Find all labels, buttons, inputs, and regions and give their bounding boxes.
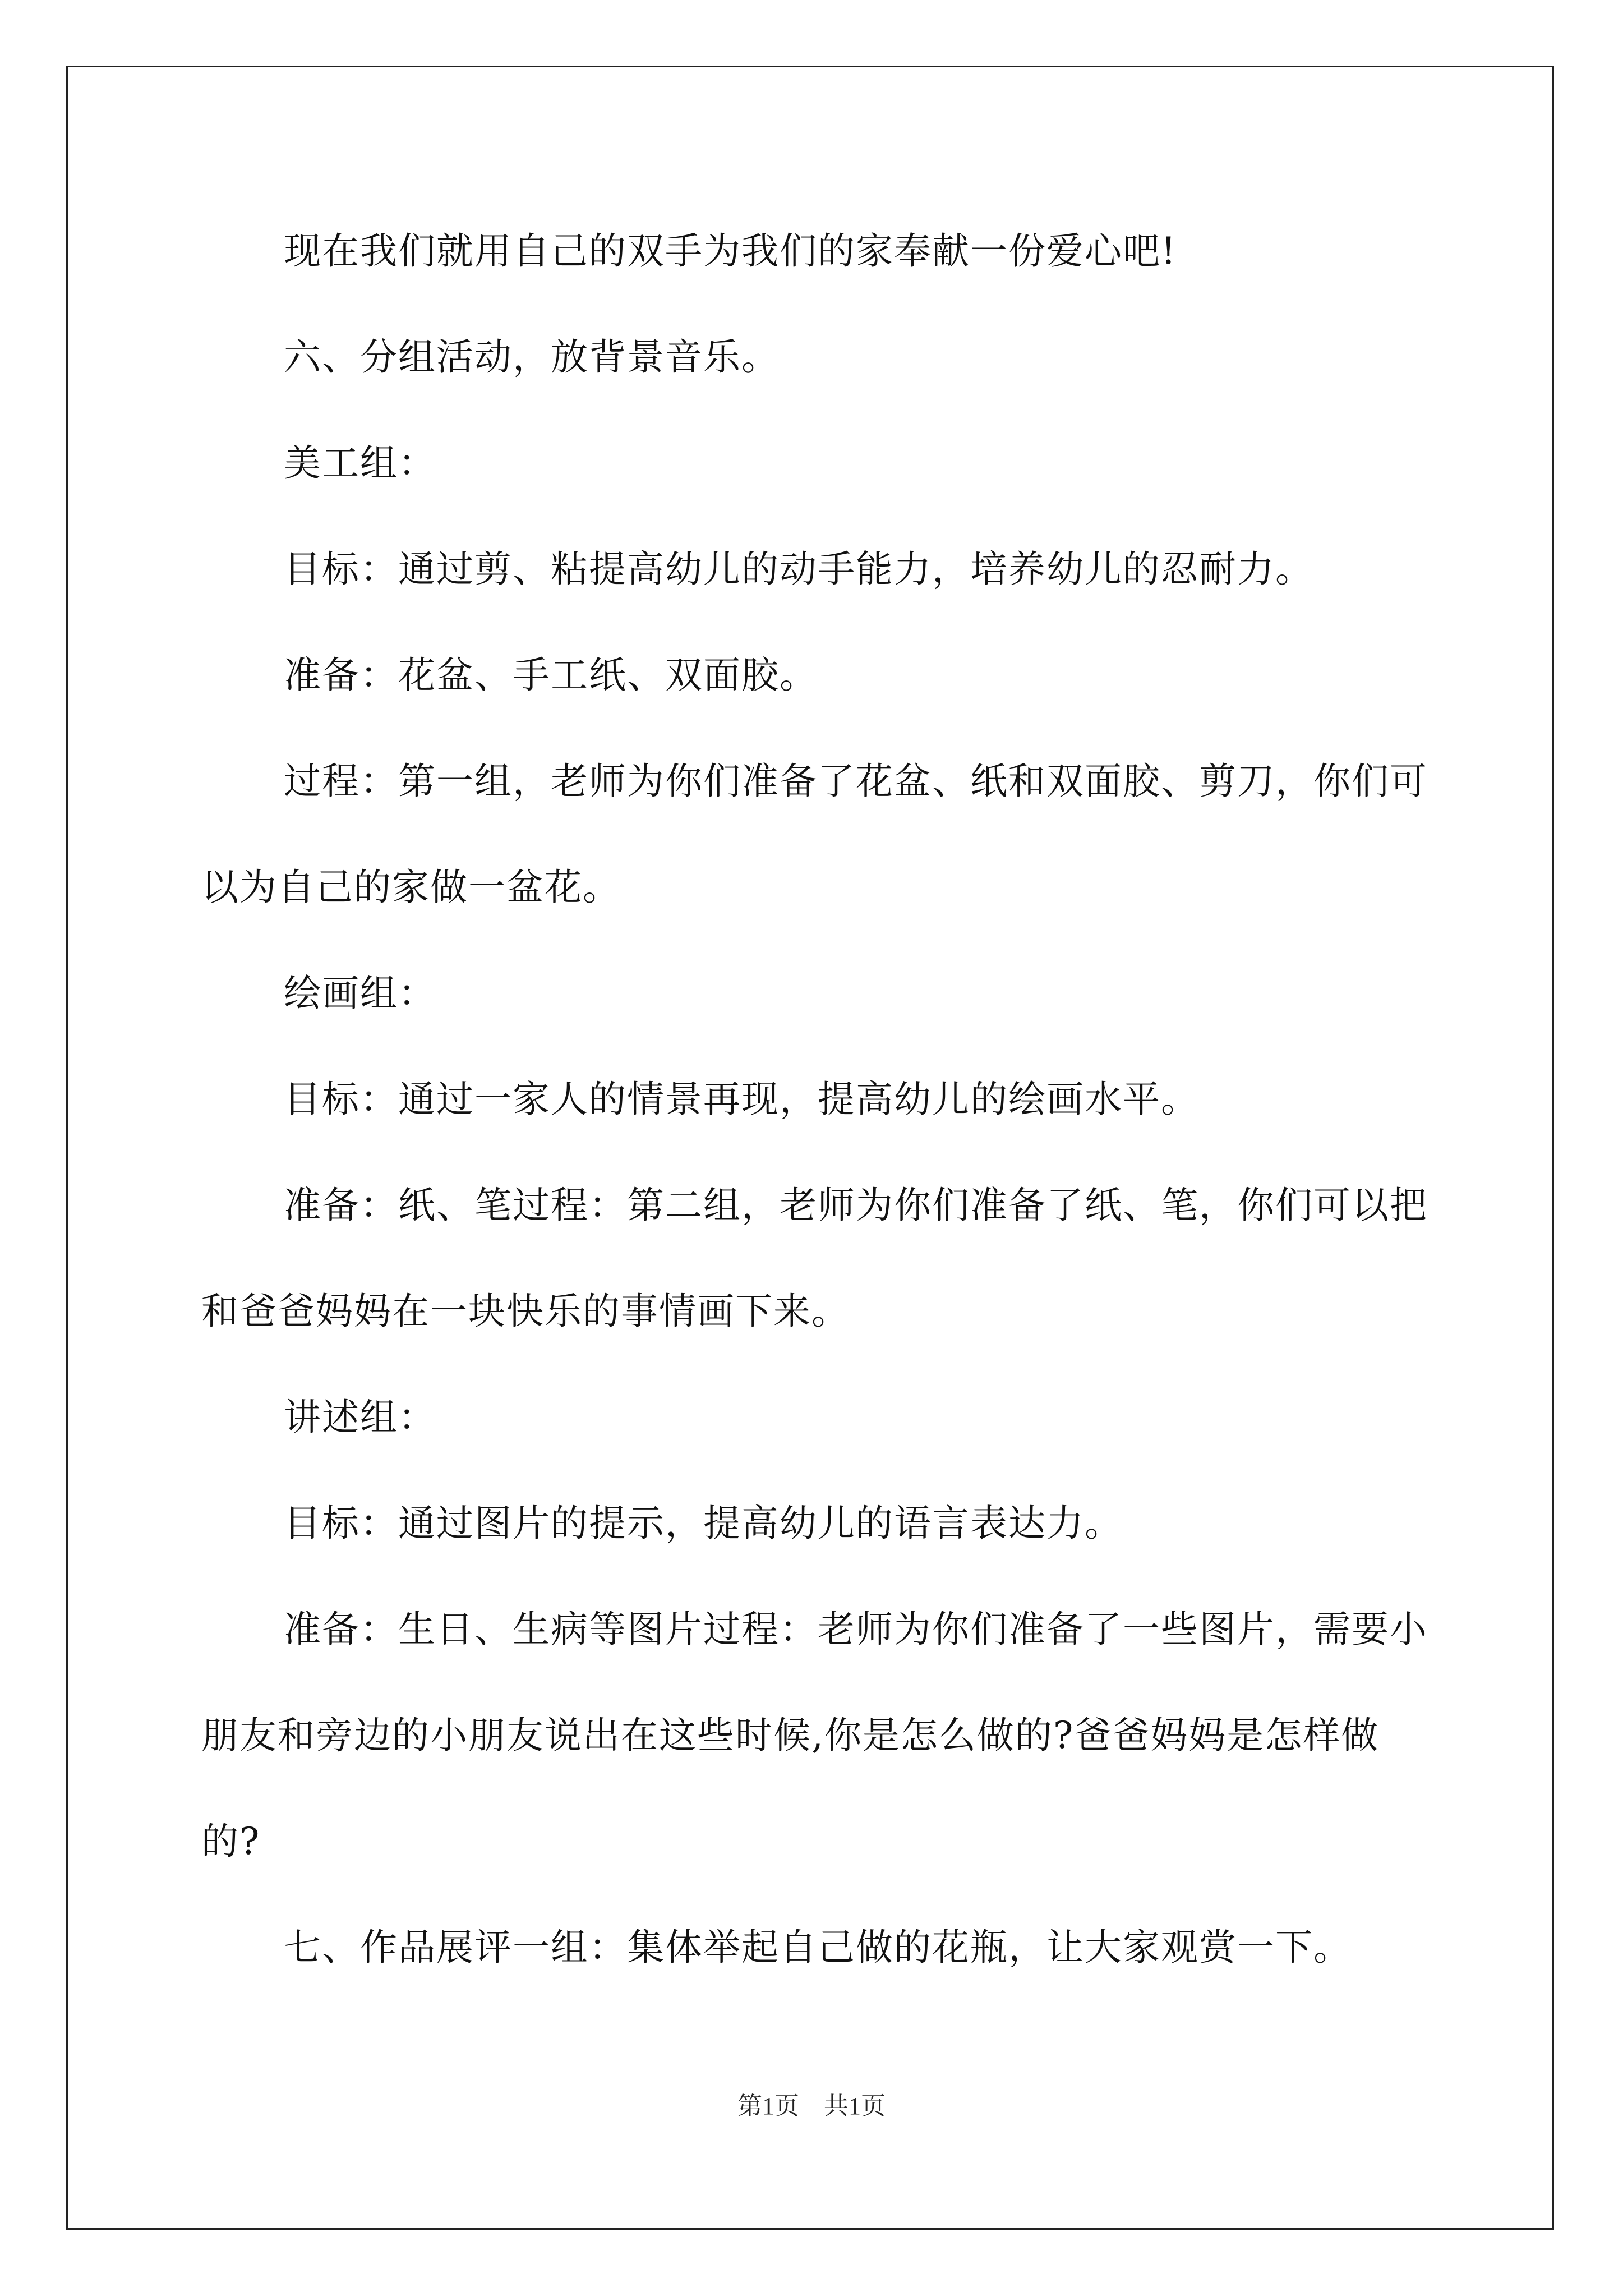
paragraph-11: 目标：通过图片的提示，提高幼儿的语言表达力。 [284,1502,1123,1545]
paragraph-10: 讲述组： [284,1396,436,1439]
paragraph-12: 准备：生日、生病等图片过程：老师为你们准备了一些图片，需要小朋友和旁边的小朋友说出在这些时候,你是怎么做的?爸爸妈妈是怎样做的? [201,1608,1428,1863]
paragraph-5: 准备：花盆、手工纸、双面胶。 [284,654,818,697]
paragraph-9: 准备：纸、笔过程：第二组，老师为你们准备了纸、笔，你们可以把和爸爸妈妈在一块快乐的事情画下来。 [201,1184,1428,1333]
paragraph-3: 美工组： [284,441,436,485]
paragraph-4: 目标：通过剪、粘提高幼儿的动手能力，培养幼儿的忍耐力。 [284,547,1313,591]
page-footer: 第1页 共1页 [737,2092,886,2120]
paragraph-8: 目标：通过一家人的情景再现，提高幼儿的绘画水平。 [284,1078,1199,1121]
paragraph-6: 过程：第一组，老师为你们准备了花盆、纸和双面胶、剪刀，你们可以为自己的家做一盆花。 [201,760,1428,909]
paragraph-13: 七、作品展评一组：集体举起自己做的花瓶，让大家观赏一下。 [284,1926,1352,1969]
paragraph-7: 绘画组： [284,972,436,1015]
paragraph-1: 现在我们就用自己的双手为我们的家奉献一份爱心吧! [284,229,1177,273]
paragraph-2: 六、分组活动，放背景音乐。 [284,335,780,379]
